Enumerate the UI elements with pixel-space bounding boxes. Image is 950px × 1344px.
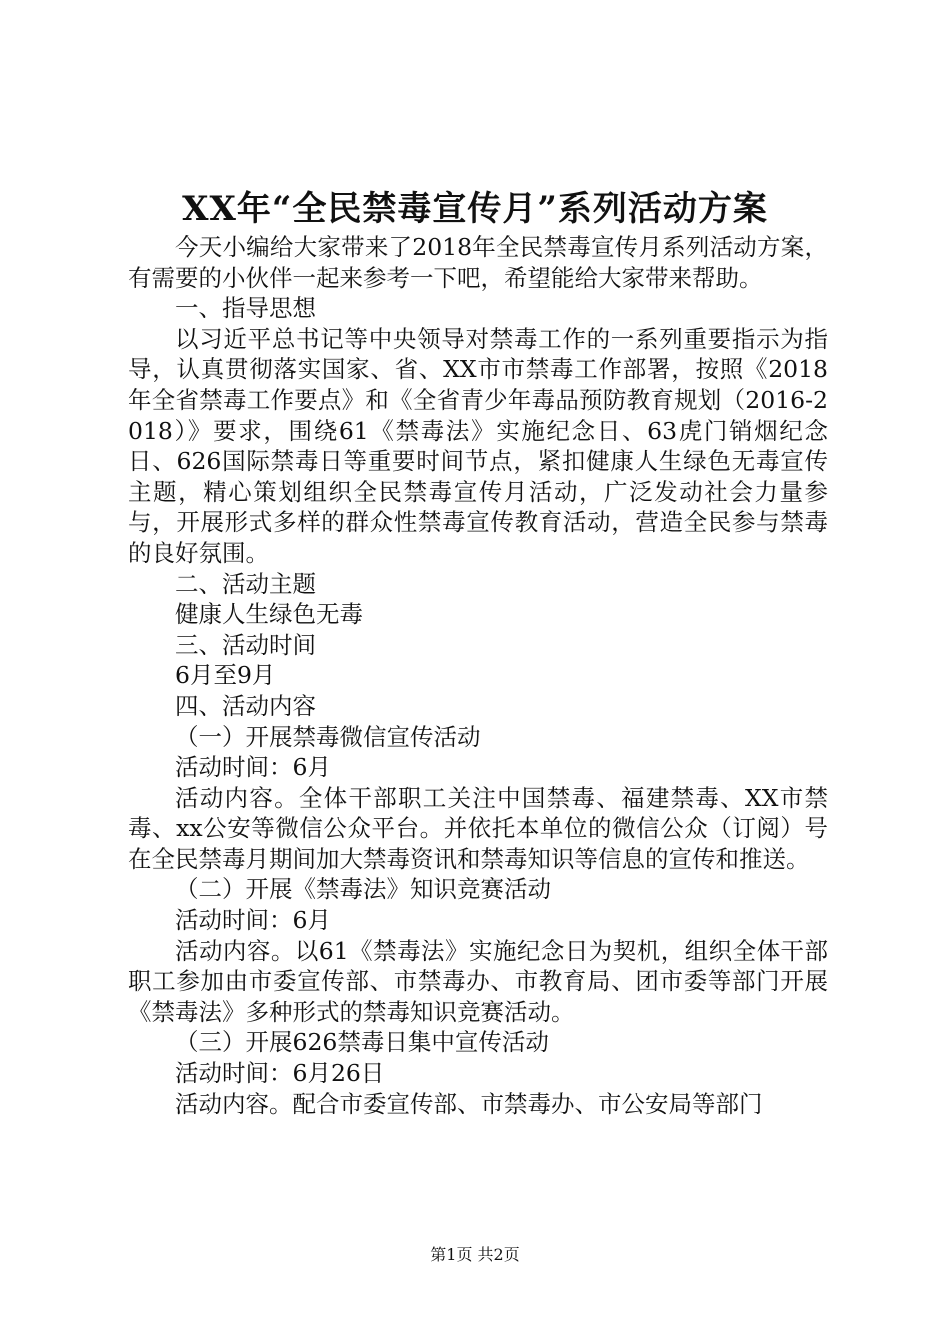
guiding-thought-paragraph: 以习近平总书记等中央领导对禁毒工作的一系列重要指示为指导，认真贯彻落实国家、省、XX市市禁毒工作部署，按照《2018年全省禁毒工作要点》和《全省青少年毒品预防教育规划（2016-2018）》要求，围绕61《禁毒法》实施纪念日、63虎门销烟纪念日、626国际禁毒日等重要时间节点，紧扣健康人生绿色无毒宣传主题，精心策划组织全民禁毒宣传月活动，广泛发动社会力量参与，开展形式多样的群众性禁毒宣传教育活动，营造全民参与禁毒的良好氛围。: [128, 324, 828, 567]
section-heading-guiding-thought: 一、指导思想: [175, 294, 316, 323]
subsection-heading-1: （一）开展禁毒微信宣传活动: [175, 722, 481, 751]
subsection-1-content: 活动内容。全体干部职工关注中国禁毒、福建禁毒、XX市禁毒、xx公安等微信公众平台。并依托本单位的微信公众（订阅）号在全民禁毒月期间加大禁毒资讯和禁毒知识等信息的宣传和推送。: [128, 783, 828, 873]
subsection-heading-2: （二）开展《禁毒法》知识竞赛活动: [175, 875, 551, 904]
subsection-2-time: 活动时间：6月: [175, 906, 331, 935]
section-heading-content: 四、活动内容: [175, 691, 316, 720]
subsection-3-content: 活动内容。配合市委宣传部、市禁毒办、市公安局等部门: [175, 1089, 763, 1118]
document-body: [128, 232, 828, 1119]
page-footer: 第1页 共2页: [430, 1245, 520, 1264]
section-heading-theme: 二、活动主题: [175, 569, 316, 598]
subsection-2-content: 活动内容。以61《禁毒法》实施纪念日为契机，组织全体干部职工参加由市委宣传部、市禁毒办、市教育局、团市委等部门开展《禁毒法》多种形式的禁毒知识竞赛活动。: [128, 936, 828, 1026]
subsection-1-time: 活动时间：6月: [175, 753, 331, 782]
section-heading-time: 三、活动时间: [175, 630, 316, 659]
subsection-heading-3: （三）开展626禁毒日集中宣传活动: [175, 1028, 549, 1057]
intro-paragraph: 今天小编给大家带来了2018年全民禁毒宣传月系列活动方案，有需要的小伙伴一起来参考一下吧，希望能给大家带来帮助。: [128, 233, 828, 292]
subsection-3-time: 活动时间：6月26日: [175, 1059, 385, 1088]
time-text: 6月至9月: [175, 661, 276, 690]
theme-text: 健康人生绿色无毒: [175, 600, 363, 629]
document-title: XX年“全民禁毒宣传月”系列活动方案: [182, 189, 768, 229]
